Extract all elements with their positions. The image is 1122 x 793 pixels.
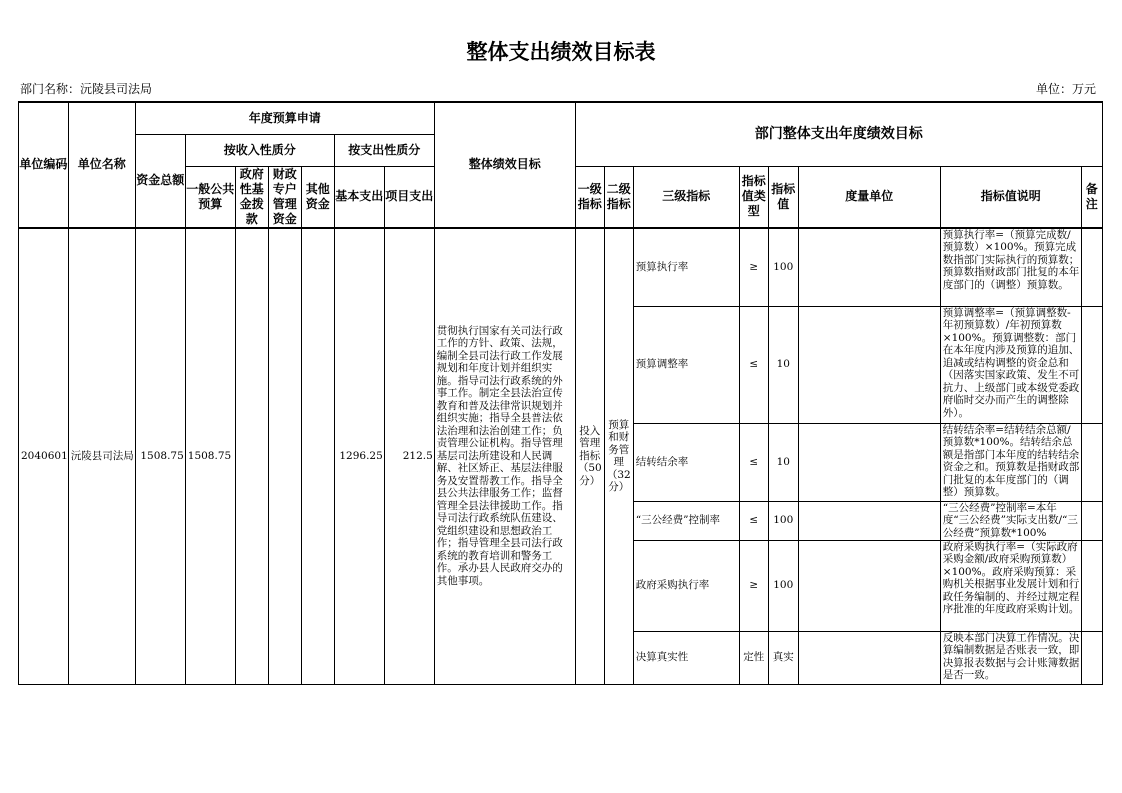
indicator-name: 政府采购执行率	[633, 540, 739, 631]
header-gov-fund: 政府性基金拨款	[235, 166, 268, 228]
indicator-remark	[1081, 423, 1102, 501]
header-indicator-desc: 指标值说明	[940, 166, 1081, 228]
indicator-value: 100	[768, 501, 798, 540]
indicator-type: 定性	[739, 631, 768, 684]
header-measure-unit: 度量单位	[798, 166, 940, 228]
indicator-type: ≥	[739, 540, 768, 631]
indicator-unit	[798, 306, 940, 423]
general-budget-cell: 1508.75	[185, 228, 235, 685]
page-title: 整体支出绩效目标表	[466, 40, 656, 64]
indicator-value: 10	[768, 423, 798, 501]
header-indicator-type: 指标值类型	[739, 166, 768, 228]
indicator-desc: 预算执行率=（预算完成数/预算数）×100%。预算完成数指部门实际执行的预算数；预算数指财政部门批复的本年度部门的（调整）预算数。	[942, 228, 1080, 291]
header-project-expense: 项目支出	[384, 166, 434, 228]
indicator-name: 预算执行率	[633, 228, 739, 307]
header-level3: 三级指标	[633, 166, 739, 228]
indicator-type: ≤	[739, 423, 768, 501]
header-special-mgmt: 财政专户管理资金	[268, 166, 301, 228]
level2-cell: 预算和财务管理（32分）	[604, 228, 633, 685]
project-expense-cell: 212.5	[384, 228, 434, 685]
header-level2: 二级指标	[604, 166, 633, 228]
header-general-budget: 一般公共预算	[185, 166, 235, 228]
indicator-type: ≥	[739, 228, 768, 307]
basic-expense-cell: 1296.25	[334, 228, 384, 685]
gov-fund-cell	[235, 228, 268, 685]
indicator-name: “三公经费”控制率	[633, 501, 739, 540]
indicator-desc: 结转结余率=结转结余总额/预算数*100%。结转结余总额是指部门本年度的结转结余资金之和。预算数是指财政部门批复的本年度部门的（调整）预算数。	[942, 423, 1080, 498]
header-dept-goal: 部门整体支出年度绩效目标	[575, 102, 1102, 166]
indicator-type: ≤	[739, 501, 768, 540]
header-indicator-value: 指标值	[768, 166, 798, 228]
indicator-unit	[798, 540, 940, 631]
indicator-desc: 反映本部门决算工作情况。决算编制数据是否账表一致，即决算报表数据与会计账簿数据是否一致。	[942, 631, 1080, 681]
indicator-name: 结转结余率	[633, 423, 739, 501]
indicator-unit	[798, 631, 940, 684]
total-funds-cell: 1508.75	[135, 228, 185, 685]
unit-code-cell: 2040601	[19, 228, 69, 685]
indicator-remark	[1081, 306, 1102, 423]
header-total-funds: 资金总额	[135, 134, 185, 228]
indicator-desc: 政府采购执行率=（实际政府采购金额/政府采购预算数）×100%。政府采购预算：采购机关根据事业发展计划和行政任务编制的、并经过规定程序批准的年度政府采购计划。	[942, 540, 1080, 615]
currency-unit: 单位：万元	[1036, 82, 1097, 96]
indicator-remark	[1081, 228, 1102, 307]
header-annual-budget: 年度预算申请	[135, 102, 434, 134]
indicator-value: 100	[768, 540, 798, 631]
special-mgmt-cell	[268, 228, 301, 685]
indicator-unit	[798, 501, 940, 540]
header-level1: 一级指标	[575, 166, 604, 228]
indicator-unit	[798, 423, 940, 501]
indicator-name: 预算调整率	[633, 306, 739, 423]
overall-goal-cell	[434, 228, 575, 685]
header-by-income: 按收入性质分	[185, 134, 334, 166]
indicator-value: 100	[768, 228, 798, 307]
indicator-desc: 预算调整率=（预算调整数-年初预算数）/年初预算数×100%。预算调整数：部门在本年度内涉及预算的追加、追减或结构调整的资金总和（因落实国家政策、发生不可抗力、上级部门或本级党委政府临时交办而产生的调整除外）。	[942, 306, 1080, 419]
header-remarks: 备注	[1081, 166, 1102, 228]
header-by-expense: 按支出性质分	[334, 134, 434, 166]
header-basic-expense: 基本支出	[334, 166, 384, 228]
indicator-unit	[798, 228, 940, 307]
level1-cell: 投入管理指标（50分）	[575, 228, 604, 685]
indicator-name: 决算真实性	[633, 631, 739, 684]
indicator-remark	[1081, 501, 1102, 540]
header-other-funds: 其他资金	[301, 166, 334, 228]
indicator-remark	[1081, 540, 1102, 631]
indicator-value: 真实	[768, 631, 798, 684]
indicator-desc: “三公经费”控制率=本年度“三公经费”实际支出数/“三公经费”预算数*100%	[942, 501, 1078, 539]
indicator-value: 10	[768, 306, 798, 423]
header-unit-code: 单位编码	[19, 102, 69, 228]
header-overall-goal: 整体绩效目标	[434, 102, 575, 228]
indicator-remark	[1081, 631, 1102, 684]
header-unit-name: 单位名称	[68, 102, 135, 228]
unit-name-cell: 沅陵县司法局	[68, 228, 135, 685]
indicator-type: ≤	[739, 306, 768, 423]
performance-table	[18, 101, 1103, 685]
overall-goal-text: 贯彻执行国家有关司法行政工作的方针、政策、法规，编制全县司法行政工作发展规划和年度计划并组织实施。指导司法行政系统的外事工作。制定全县法治宣传教育和普及法律常识规划并组织实施；指导全县普法依法治理和法治创建工作；负责管理公证机构。指导管理基层司法所建设和人民调解、社区矫正、基层法律服务及安置帮教工作。指导全县公共法律服务工作；监督管理全县法律援助工作。指导司法行政系统队伍建设、党组织建设和思想政治工作；指导管理全县司法行政系统的教育培训和警务工作。承办县人民政府交办的其他事项。	[436, 324, 563, 587]
department-name: 部门名称：沅陵县司法局	[20, 82, 153, 96]
other-funds-cell	[301, 228, 334, 685]
